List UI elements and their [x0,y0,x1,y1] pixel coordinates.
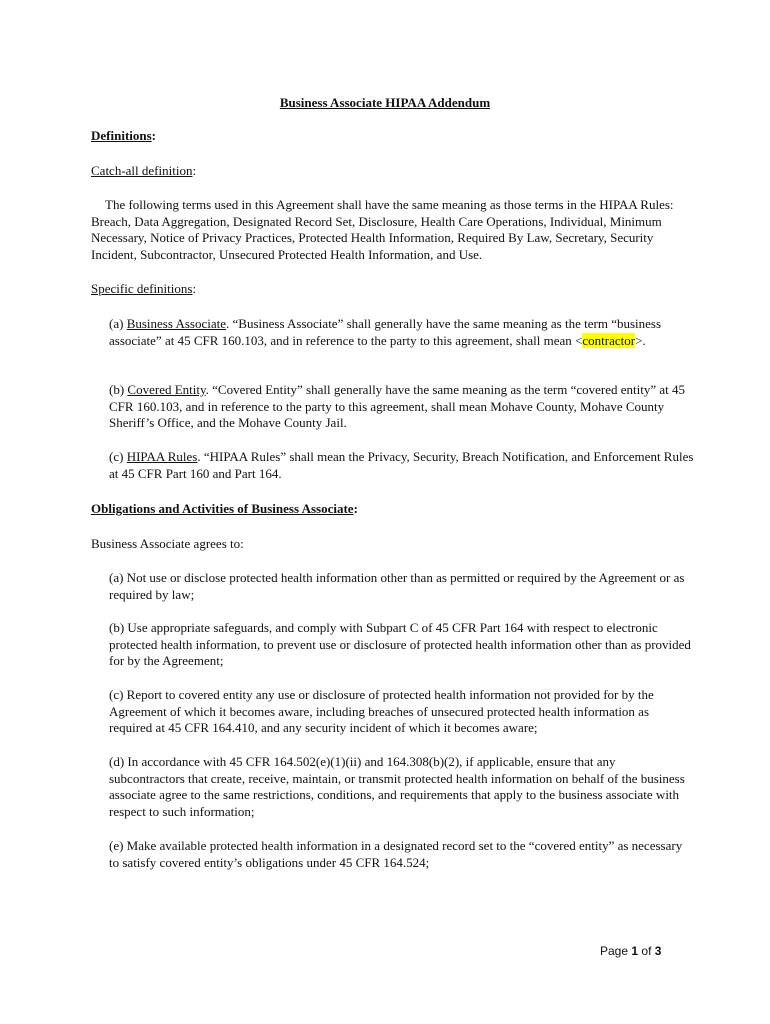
contractor-placeholder: contractor [582,332,636,348]
def-b-text: . “Covered Entity” shall generally have the same meaning as the term “covered entity” at 45 CFR 160.103, and in reference to the party to this agreement, shall mean Mohave County, Mohave County Sheriff’s Office, and the Mohave County Jail. [109,382,686,431]
obligations-colon: : [353,501,358,516]
obligation-item-a: (a) Not use or disclose protected health information other than as permitted or required by the Agreement or as required by law; [109,570,685,602]
definition-covered-entity [109,382,694,432]
document-title: Business Associate HIPAA Addendum [279,95,491,110]
specific-definitions-label [91,281,691,298]
def-a-prefix: (a) [109,316,127,331]
specific-label-text: Specific definitions [91,281,193,296]
obligations-heading [91,501,691,518]
page-number-footer [600,943,690,960]
obligations-heading-text: Obligations and Activities of Business Associate [91,501,354,516]
def-c-text: . “HIPAA Rules” shall mean the Privacy, Security, Breach Notification, and Enforcement Rules at 45 CFR Part 160 and Part 164. [109,449,694,481]
specific-colon: : [192,281,197,296]
definition-business-associate [109,316,694,349]
of-word: of [641,944,652,958]
obligation-item-b: (b) Use appropriate safeguards, and comply with Subpart C of 45 CFR Part 164 with respect to electronic protected health information, to prevent use or disclosure of protected health information other than as provided for by the Agreement; [109,620,691,669]
def-a-term: Business Associate [126,316,226,331]
definitions-heading [91,128,691,145]
catch-all-label-text: Catch-all definition [91,163,193,178]
def-b-prefix: (b) [109,382,128,397]
def-c-term: HIPAA Rules [126,449,198,464]
definition-hipaa-rules [109,449,694,482]
obligation-item-e: (e) Make available protected health information in a designated record set to the “covered entity” as necessary to satisfy covered entity’s obligations under 45 CFR 164.524; [109,838,683,870]
catch-all-label [91,163,691,180]
page-word: Page [600,944,629,958]
def-b-term: Covered Entity [127,382,206,397]
def-a-gt: >. [635,332,646,348]
definitions-heading-text: Definitions [91,128,152,143]
catch-all-paragraph: The following terms used in this Agreement shall have the same meaning as those terms in the HIPAA Rules: Breach, Data Aggregation, Designated Record Set, Disclosure, Health Care Operations, Individual, Minimum Necessary, Notice of Privacy Practices, Protected Health Information, Required By Law, Secretary, Security Incident, Subcontractor, Unsecured Protected Health Information, and Use. [91,197,674,262]
current-page-number: 1 [631,944,639,958]
obligation-item-c: (c) Report to covered entity any use or disclosure of protected health information not provided for by the Agreement of which it becomes aware, including breaches of unsecured protected health information as required at 45 CFR 164.410, and any security incident of which it becomes aware; [109,687,654,736]
total-pages-number: 3 [654,944,662,958]
catch-all-colon: : [192,163,197,178]
def-a-lt: < [575,332,583,348]
def-c-prefix: (c) [109,449,127,464]
def-a-text: . “Business Associate” shall generally have the same meaning as the term “business associate” at 45 CFR 160.103, and in reference to the party to this agreement, shall mean [109,316,662,348]
definitions-colon: : [151,128,157,143]
agrees-text: Business Associate agrees to: [91,536,244,551]
obligation-item-d: (d) In accordance with 45 CFR 164.502(e)(1)(ii) and 164.308(b)(2), if applicable, ensure that any subcontractors that create, receive, maintain, or transmit protected health information on behalf of the business associate agree to the same restrictions, conditions, and requirements that apply to the business associate with respect to such information; [109,754,685,819]
